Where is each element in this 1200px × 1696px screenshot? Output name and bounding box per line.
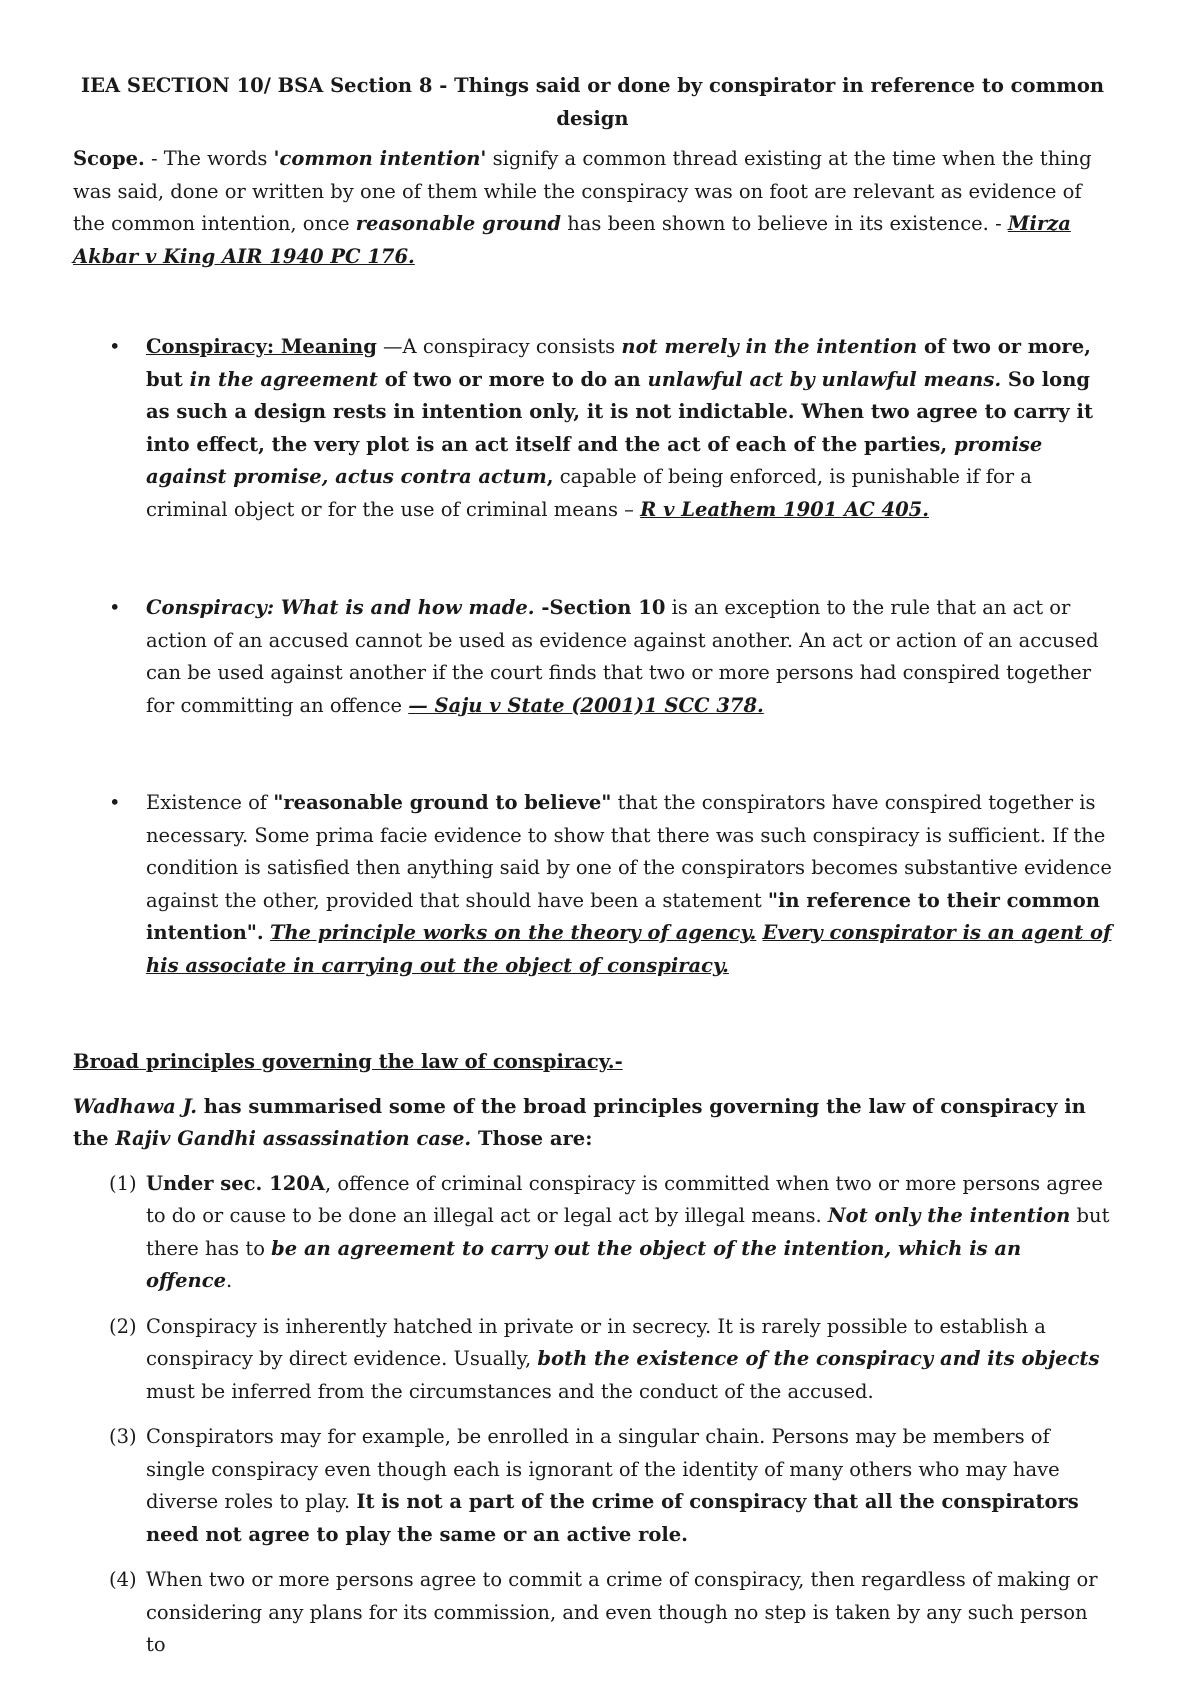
- principle-text: When two or more persons agree to commit a crime of conspiracy, then regardless of making or considering any plans for its commission, and even though no step is taken by any such person to: [146, 1568, 1098, 1656]
- bullet-citation: R v Leathem 1901 AC 405.: [640, 497, 929, 521]
- emphasis-text: unlawful act by unlawful means.: [647, 367, 1002, 391]
- bullet-heading: Conspiracy: What is and how made.: [146, 596, 535, 619]
- underlined-emphasis: Every conspirator is an agent of his associate in carrying out the object of conspiracy.: [146, 921, 1112, 977]
- principle-text: must be inferred from the circumstances and the conduct of the accused.: [146, 1379, 874, 1403]
- bullet-marker: •: [109, 335, 121, 358]
- bullet-text: of two or more, but: [146, 335, 1091, 391]
- bullet-citation: — Saju v State (2001)1 SCC 378.: [408, 693, 764, 717]
- scope-ground: reasonable ground: [355, 212, 561, 235]
- principle-item: [73, 1311, 1112, 1409]
- quoted-term: "in reference to their common intention".: [146, 888, 1100, 944]
- principle-number: (2): [109, 1314, 137, 1338]
- bullet-item-what-is: [73, 592, 1112, 722]
- intro-text: has summarised some of the broad principles governing the law of conspiracy in the: [73, 1094, 1086, 1150]
- emphasis-text: both the existence of the conspiracy and its objects: [537, 1347, 1100, 1370]
- bullet-item-reasonable-ground: [73, 787, 1112, 982]
- quoted-term: "reasonable ground to believe": [273, 791, 612, 814]
- bullet-marker: •: [109, 596, 121, 619]
- intro-text: Those are:: [471, 1127, 593, 1150]
- section-reference: Section 10: [549, 596, 666, 619]
- principle-item: [73, 1168, 1112, 1298]
- scope-term: 'common intention': [273, 147, 487, 170]
- document-title: IEA SECTION 10/ BSA Section 8 - Things said or done by conspirator in reference to common design: [80, 74, 1105, 130]
- broad-principles-intro: [73, 1091, 1112, 1156]
- principle-bold: Under sec. 120A: [146, 1171, 325, 1195]
- principle-number: (3): [109, 1425, 137, 1448]
- scope-label: Scope.: [73, 147, 145, 170]
- scope-text: has been shown to believe in its existence. -: [561, 212, 1008, 235]
- emphasis-text: promise against promise, actus contra actum: [146, 432, 1043, 488]
- principle-text: , offence of criminal conspiracy is committed when two or more persons agree to do or cause to be done an illegal act or legal act by illegal means.: [146, 1171, 1103, 1227]
- emphasis-text: Not only the intention: [827, 1204, 1071, 1227]
- principle-bold: It is not a part of the crime of conspiracy that all the conspirators need not agree to play the same or an active role.: [146, 1490, 1079, 1546]
- bullet-text: So long as such a design rests in intention only, it is not indictable. When two agree to carry it into effect, the very plot is an act itself and the act of each of the parties,: [146, 367, 1093, 456]
- principle-item: [73, 1564, 1112, 1662]
- broad-principles-heading: Broad principles governing the law of conspiracy.-: [73, 1050, 623, 1073]
- principle-text: but there has to: [146, 1204, 1110, 1260]
- bullet-text: —A conspiracy consists: [376, 335, 622, 358]
- judge-name: Wadhawa J.: [73, 1094, 197, 1118]
- scope-citation: Mirza Akbar v King AIR 1940 PC 176.: [73, 212, 1071, 268]
- bullet-text: of two or more to do an: [377, 367, 648, 391]
- principle-number: (4): [109, 1568, 137, 1591]
- principle-item: [73, 1421, 1112, 1551]
- principles-list: [73, 1168, 1112, 1662]
- bullet-list: [73, 331, 1112, 982]
- scope-text: - The words: [144, 147, 274, 170]
- principle-text: Conspiracy is inherently hatched in private or in secrecy. It is rarely possible to establish a conspiracy by direct evidence. Usually,: [146, 1314, 1046, 1370]
- bullet-text: that the conspirators have conspired together is necessary. Some prima facie evidence to show that there was such conspiracy is sufficient. If the condition is satisfied then anything said by one of the conspirators becomes substantive evidence against the other, provided that should have been a statement: [146, 791, 1112, 912]
- scope-paragraph: [73, 143, 1112, 273]
- principle-number: (1): [109, 1171, 137, 1195]
- bullet-text: -: [534, 596, 550, 619]
- emphasis-text: not merely in the intention: [621, 335, 918, 358]
- bullet-marker: •: [109, 791, 121, 814]
- bullet-text: is an exception to the rule that an act or action of an accused cannot be used as evidence against another. An act or action of an accused can be used against another if the court finds that two or more persons had conspired together for committing an offence: [146, 596, 1099, 717]
- emphasis-text: be an agreement to carry out the object of the intention, which is an offence: [146, 1236, 1022, 1292]
- bullet-heading: Conspiracy: Meaning: [146, 335, 377, 358]
- emphasis-text: in the agreement: [189, 367, 378, 391]
- bullet-text: Existence of: [146, 791, 274, 814]
- principle-text: Conspirators may for example, be enrolled in a singular chain. Persons may be members of single conspiracy even though each is ignorant of the identity of many others who may have diverse roles to play.: [146, 1425, 1060, 1513]
- bullet-text: capable of being enforced, is punishable if for a criminal object or for the use of criminal means –: [146, 465, 1032, 521]
- bullet-item-meaning: [73, 331, 1112, 526]
- scope-text: signify a common thread existing at the time when the thing was said, done or written by one of them while the conspiracy was on foot are relevant as evidence of the common intention, once: [73, 147, 1092, 235]
- principle-text: .: [226, 1269, 233, 1292]
- underlined-emphasis: The principle works on the theory of agency.: [269, 921, 757, 944]
- case-name: Rajiv Gandhi assassination case.: [115, 1127, 472, 1150]
- bullet-text: ,: [546, 465, 554, 488]
